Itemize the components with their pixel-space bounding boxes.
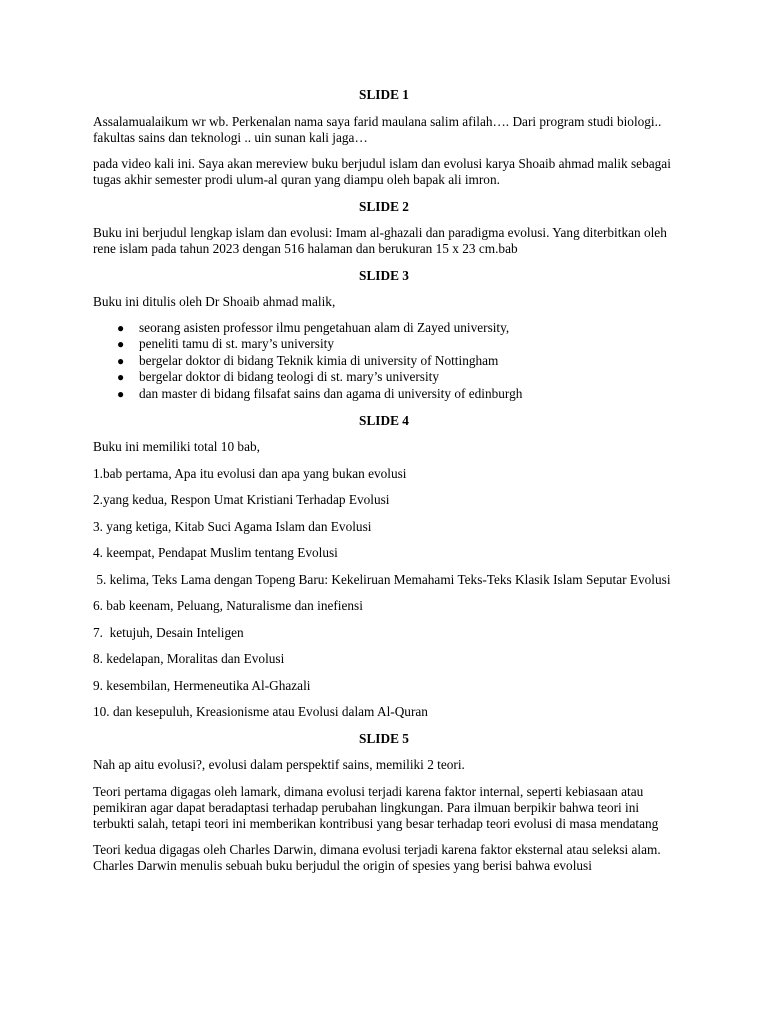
list-item-text: bergelar doktor di bidang teologi di st. mary’s university bbox=[139, 369, 439, 385]
bullet-icon: ● bbox=[117, 320, 125, 335]
slide-3-heading: SLIDE 3 bbox=[359, 267, 409, 283]
chapter-item: 6. bab keenam, Peluang, Naturalisme dan inefiensi bbox=[93, 598, 363, 614]
chapter-item: 10. dan kesepuluh, Kreasionisme atau Evolusi dalam Al-Quran bbox=[93, 704, 428, 720]
slide-5-paragraph-2: Teori pertama digagas oleh lamark, dimana evolusi terjadi karena faktor internal, seperti kebiasaan atau pemikiran agar dapat beradaptasi terhadap perubahan lingkungan. Para ilmuan berpikir bahwa teori ini terbukti salah, tetapi teori ini memberikan kontribusi yang besar terhadap teori evolusi di masa mendatang bbox=[93, 783, 659, 831]
list-item-text: seorang asisten professor ilmu pengetahuan alam di Zayed university, bbox=[139, 319, 510, 335]
slide-1-paragraph-1: Assalamualaikum wr wb. Perkenalan nama saya farid maulana salim afilah…. Dari program studi biologi.. fakultas sains dan teknologi .. uin sunan kali jaga… bbox=[93, 113, 662, 145]
bullet-icon: ● bbox=[117, 353, 125, 368]
chapter-item: 3. yang ketiga, Kitab Suci Agama Islam dan Evolusi bbox=[93, 518, 372, 534]
chapter-item: 1.bab pertama, Apa itu evolusi dan apa yang bukan evolusi bbox=[93, 465, 407, 481]
slide-1-heading: SLIDE 1 bbox=[359, 87, 409, 102]
author-credentials-list bbox=[93, 320, 675, 403]
chapter-item: 8. kedelapan, Moralitas dan Evolusi bbox=[93, 651, 285, 667]
bullet-icon: ● bbox=[117, 370, 125, 385]
slide-5-paragraph-1: Nah ap aitu evolusi?, evolusi dalam perspektif sains, memiliki 2 teori. bbox=[93, 757, 465, 773]
list-item-text: peneliti tamu di st. mary’s university bbox=[139, 336, 334, 352]
chapter-item: 5. kelima, Teks Lama dengan Topeng Baru: Kekeliruan Memahami Teks-Teks Klasik Islam Seputar Evolusi bbox=[93, 571, 671, 587]
document-page bbox=[93, 87, 675, 885]
list-item bbox=[117, 336, 675, 353]
chapter-item: 7. ketujuh, Desain Inteligen bbox=[93, 624, 244, 640]
slide-4-heading: SLIDE 4 bbox=[359, 412, 409, 428]
chapter-item: 9. kesembilan, Hermeneutika Al-Ghazali bbox=[93, 677, 311, 693]
slide-1-paragraph-2: pada video kali ini. Saya akan mereview buku berjudul islam dan evolusi karya Shoaib ahmad malik sebagai tugas akhir semester prodi ulum-al quran yang diampu oleh bapak ali imron. bbox=[93, 156, 671, 187]
list-item-text: bergelar doktor di bidang Teknik kimia di university of Nottingham bbox=[139, 352, 499, 368]
chapter-item: 2.yang kedua, Respon Umat Kristiani Terhadap Evolusi bbox=[93, 492, 390, 508]
slide-2-heading: SLIDE 2 bbox=[359, 198, 409, 214]
slide-5-paragraph-3: Teori kedua digagas oleh Charles Darwin, dimana evolusi terjadi karena faktor eksternal atau seleksi alam. Charles Darwin menulis sebuah buku berjudul the origin of spesies yang berisi bahwa evolusi bbox=[93, 842, 661, 874]
list-item bbox=[117, 352, 675, 370]
chapter-item: 4. keempat, Pendapat Muslim tentang Evolusi bbox=[93, 545, 338, 561]
slide-3-paragraph-1: Buku ini ditulis oleh Dr Shoaib ahmad malik, bbox=[93, 294, 336, 309]
list-item bbox=[117, 385, 675, 403]
slide-5-heading: SLIDE 5 bbox=[359, 730, 409, 746]
list-item bbox=[117, 369, 675, 386]
slide-2-paragraph-1: Buku ini berjudul lengkap islam dan evolusi: Imam al-ghazali dan paradigma evolusi. Yang diterbitkan oleh rene islam pada tahun 2023 dengan 516 halaman dan berukuran 15 x 23 cm.bab bbox=[93, 225, 667, 256]
bullet-icon: ● bbox=[117, 386, 125, 401]
bullet-icon: ● bbox=[117, 337, 125, 352]
slide-4-intro: Buku ini memiliki total 10 bab, bbox=[93, 439, 260, 455]
list-item bbox=[117, 319, 675, 337]
list-item-text: dan master di bidang filsafat sains dan agama di university of edinburgh bbox=[139, 385, 523, 401]
